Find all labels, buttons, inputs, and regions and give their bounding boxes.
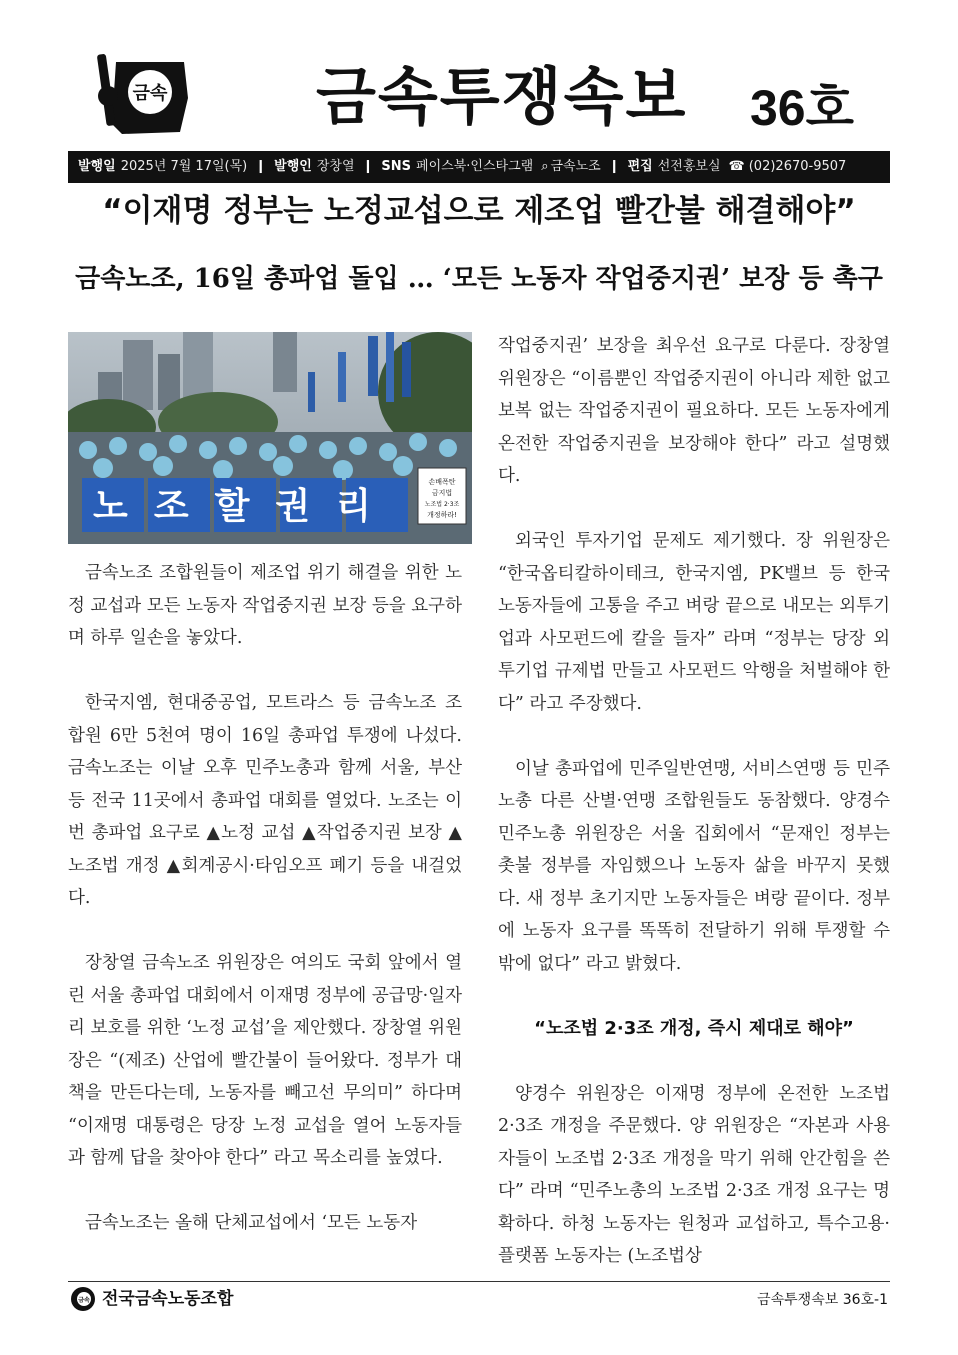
phone-icon: ☎ (728, 159, 745, 174)
publisher-value: 장창열 (316, 159, 355, 174)
paragraph: 장창열 금속노조 위원장은 여의도 국회 앞에서 열린 서울 총파업 대회에서 이재명 정부에 공급망·일자리 보호를 위한 ‘노정 교섭’을 제안했다. 장창열 위원장은 “(제조) 산업에 빨간불이 들어왔다. 정부가 대책을 만든다는데, 노동자를 빼고선 무의미” 하다며 “이재명 대통령은 당장 노정 교섭을 열어 노동자들과 함께 답을 찾아야 한다” 라고 목소리를 높였다. (68, 953, 462, 1168)
phone-number: (02)2670-9507 (748, 159, 847, 174)
subheadline: 금속노조, 16일 총파업 돌입 … ‘모든 노동자 작업중지권’ 보장 등 촉구 (75, 264, 883, 294)
footer-logo (70, 1286, 96, 1312)
sign-line: 금지법 (431, 489, 453, 497)
sns-value: 페이스북·인스타그램 (416, 159, 534, 174)
footer-page-number: 금속투쟁속보 36호-1 (757, 1292, 888, 1308)
article-right-column (498, 330, 890, 1273)
article-left-column (68, 557, 462, 1240)
headline: “이재명 정부는 노정교섭으로 제조업 빨간불 해결해야” (102, 193, 856, 229)
sign-line: 개정하라! (427, 511, 457, 519)
paragraph: 금속노조는 올해 단체교섭에서 ‘모든 노동자 (85, 1213, 418, 1233)
masthead-title: 금속투쟁속보 (316, 60, 688, 133)
sign-line: 손배폭탄 (428, 478, 456, 486)
banner-text: 노조할권리 (93, 486, 397, 527)
footer-organization: 전국금속노동조합 (102, 1289, 234, 1309)
paragraph: 외국인 투자기업 문제도 제기했다. 장 위원장은 “한국옵티칼하이테크, 한국지엠, PK밸브 등 한국 노동자들에 고통을 주고 벼랑 끝으로 내모는 외투기업과 사모펀드에 칼을 들자” 라며 “정부는 당장 외투기업 규제법 만들고 사모펀드 악행을 처벌해야 한다” 라고 주장했다. (498, 531, 890, 714)
strike-rally-photo (68, 332, 472, 544)
sign-line: 노조법 2·3조 (424, 501, 460, 508)
separator: ❙ (362, 159, 374, 174)
editor-value: 선전홍보실 (657, 159, 721, 174)
logo-text: 금속 (132, 83, 168, 104)
publisher-label: 발행인 (274, 159, 312, 174)
sns-search-term: 금속노조 (550, 159, 601, 174)
paragraph: 한국지엠, 현대중공업, 모트라스 등 금속노조 조합원 6만 5천여 명이 16일 총파업 투쟁에 나섰다. 금속노조는 이날 오후 민주노총과 함께 서울, 부산 등 전국 11곳에서 총파업 대회를 열었다. 노조는 이번 총파업 요구로 ▲노정 교섭 ▲작업중지권 보장 ▲노조법 개정 ▲회계공시·타임오프 폐기 등을 내걸었다. (68, 693, 462, 908)
issue-number: 36호 (750, 80, 854, 136)
date-value: 2025년 7월 17일(목) (120, 159, 248, 174)
paragraph: 이날 총파업에 민주일반연맹, 서비스연맹 등 민주노총 다른 산별·연맹 조합원들도 동참했다. 양경수 민주노총 위원장은 서울 집회에서 “문재인 정부는 촛불 정부를 자임했으나 노동자 삶을 바꾸지 못했다. 새 정부 초기지만 노동자들은 벼랑 끝이다. 정부에 노동자 요구를 똑똑히 전달하기 위해 투쟁할 수밖에 없다” 라고 밝혔다. (498, 758, 890, 974)
editor-label: 편집 (627, 159, 653, 174)
paragraph: 금속노조 조합원들이 제조업 위기 해결을 위한 노정 교섭과 모든 노동자 작업중지권 보장 등을 요구하며 하루 일손을 놓았다. (68, 563, 462, 648)
separator: ❙ (255, 159, 267, 174)
section-subhead: “노조법 2·3조 개정, 즉시 제대로 해야” (534, 1017, 854, 1039)
footer-rule (68, 1281, 890, 1282)
search-icon: ⌕ (541, 159, 549, 174)
sns-label: SNS (381, 159, 412, 174)
date-label: 발행일 (78, 159, 116, 174)
paragraph: 양경수 위원장은 이재명 정부에 온전한 노조법 2·3조 개정을 주문했다. 양 위원장은 “자본과 사용자들이 노조법 2·3조 개정을 막기 위해 안간힘을 쓴다” 라며 “민주노총의 노조법 2·3조 개정 요구는 명확하다. 하청 노동자는 원청과 교섭하고, 특수고용·플랫폼 노동자는 (노조법상 (498, 1083, 890, 1266)
union-logo (92, 52, 196, 140)
paragraph-continuation: 작업중지권’ 보장을 최우선 요구로 다룬다. 장창열 위원장은 “이름뿐인 작업중지권이 아니라 제한 없고 보복 없는 작업중지권이 필요하다. 모든 노동자에게 온전한 작업중지권을 보장해야 한다” 라고 설명했다. (498, 336, 890, 486)
separator: ❙ (608, 159, 620, 174)
footer-logo-text: 금속 (78, 1297, 90, 1304)
publication-info-bar (68, 151, 890, 183)
